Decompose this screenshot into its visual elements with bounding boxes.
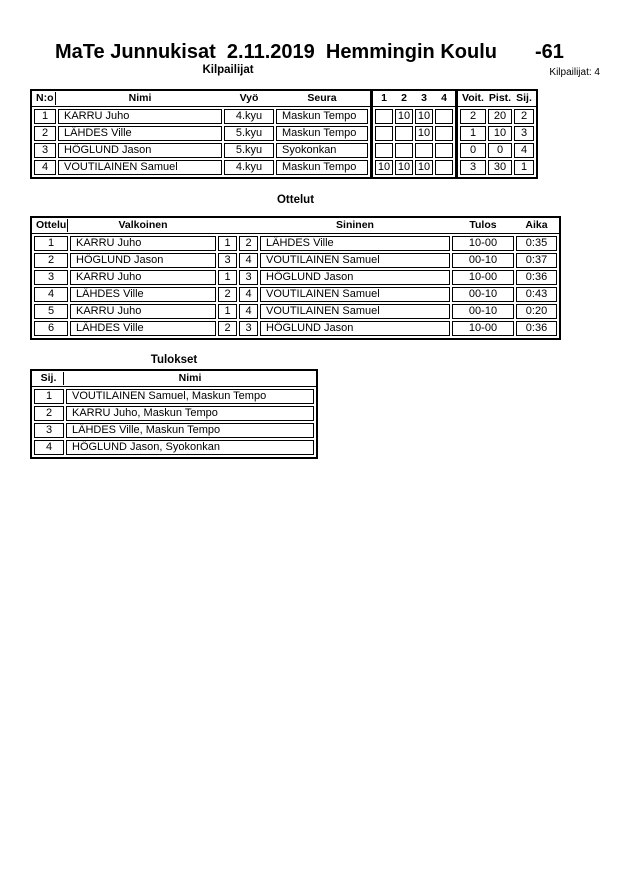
table-cell: 2 [34,253,68,268]
section-title-tulokset: Tulokset [150,354,198,366]
results-body [32,387,316,457]
table-cell: 30 [488,160,512,175]
table-cell: VOUTILAINEN Samuel, Maskun Tempo [66,389,314,404]
table-cell: 1 [218,304,237,319]
table-cell: 00-10 [452,304,514,319]
table-cell: 2 [514,109,534,124]
header-cell-nimi: Nimi [128,92,152,104]
results-header-row [32,371,316,387]
table-cell [395,143,413,158]
table-cell: 4 [239,253,258,268]
header-cell-1: 1 [381,92,387,104]
table-cell: VOUTILAINEN Samuel [58,160,222,175]
table-cell [395,126,413,141]
table-cell: 0:20 [516,304,557,319]
table-cell: 0 [488,143,512,158]
table-cell: 3 [239,321,258,336]
competitors-table [30,89,538,179]
table-cell: 0:43 [516,287,557,302]
table-cell: 10-00 [452,236,514,251]
table-cell: VOUTILAINEN Samuel [260,253,450,268]
table-cell: 10 [488,126,512,141]
tournament-title: MaTe Junnukisat 2.11.2019 Hemmingin Koulu [55,41,497,63]
table-cell: 20 [488,109,512,124]
header-cell-valkoinen: Valkoinen [118,219,168,231]
table-cell: 4 [34,440,64,455]
table-cell: 10 [415,109,433,124]
competitors-header-row [32,91,536,107]
header-cell-2: 2 [401,92,407,104]
table-cell: 5 [34,304,68,319]
header-cell-aika: Aika [525,219,548,231]
header-cell-3: 3 [421,92,427,104]
table-cell: LÄHDES Ville [70,287,216,302]
table-cell: 1 [218,236,237,251]
table-cell: 00-10 [452,253,514,268]
table-cell: 2 [34,406,64,421]
table-cell: 10-00 [452,321,514,336]
table-cell: KARRU Juho [70,270,216,285]
table-cell: 0:35 [516,236,557,251]
weight-category: -61 [534,41,564,63]
table-cell: 0:36 [516,321,557,336]
section-title-ottelut: Ottelut [276,194,315,206]
table-cell: 10 [415,160,433,175]
table-cell: Maskun Tempo [276,109,368,124]
table-cell: 5.kyu [224,126,274,141]
section-title-kilpailijat: Kilpailijat [202,64,254,76]
table-cell: 00-10 [452,287,514,302]
table-cell: 2 [218,287,237,302]
table-cell: HÖGLUND Jason [58,143,222,158]
header-cell-sij: Sij. [34,372,64,385]
matches-header-row [32,218,559,234]
table-cell: 4 [239,304,258,319]
table-cell: 6 [34,321,68,336]
table-cell: 2 [460,109,486,124]
table-cell: VOUTILAINEN Samuel [260,304,450,319]
table-cell: 2 [239,236,258,251]
table-cell: 0:37 [516,253,557,268]
table-cell [375,109,393,124]
table-cell: Maskun Tempo [276,160,368,175]
column-divider [370,91,373,106]
table-cell: LÄHDES Ville [58,126,222,141]
table-cell: 0:36 [516,270,557,285]
table-cell: KARRU Juho, Maskun Tempo [66,406,314,421]
table-cell: LÄHDES Ville, Maskun Tempo [66,423,314,438]
table-cell: KARRU Juho [70,236,216,251]
table-cell: HÖGLUND Jason [260,321,450,336]
header-cell-sij: Sij. [516,92,532,104]
header-cell-pist: Pist. [488,92,512,104]
table-cell [415,143,433,158]
table-cell: HÖGLUND Jason [70,253,216,268]
matches-table [30,216,561,340]
table-cell: 4 [514,143,534,158]
table-cell: 10 [375,160,393,175]
table-cell: 4 [34,160,56,175]
table-cell: KARRU Juho [58,109,222,124]
table-cell: VOUTILAINEN Samuel [260,287,450,302]
column-divider [455,107,458,177]
competitors-body [32,107,536,177]
header-cell-sininen: Sininen [336,219,374,231]
table-cell: 1 [34,109,56,124]
table-cell: 1 [34,236,68,251]
header-cell-4: 4 [441,92,447,104]
column-divider [370,107,373,177]
header-cell-seura: Seura [307,92,337,104]
table-cell: 0 [460,143,486,158]
table-cell: 5.kyu [224,143,274,158]
table-cell: 10 [415,126,433,141]
table-cell [435,160,453,175]
matches-body [32,234,559,338]
table-cell: Syokonkan [276,143,368,158]
table-cell: Maskun Tempo [276,126,368,141]
table-cell: 4 [34,287,68,302]
header-cell-ottelu: Ottelu [36,219,67,231]
table-cell: 1 [34,389,64,404]
table-cell [375,143,393,158]
table-cell: 10 [395,160,413,175]
header-cell-voit: Voit. [462,92,484,104]
table-cell [435,143,453,158]
table-cell [375,126,393,141]
table-cell: 1 [218,270,237,285]
table-cell: HÖGLUND Jason, Syokonkan [66,440,314,455]
column-divider [455,91,458,106]
table-cell [435,109,453,124]
table-cell [435,126,453,141]
participants-count: Kilpailijat: 4 [549,67,600,78]
table-cell: 3 [34,270,68,285]
table-cell: 3 [239,270,258,285]
table-cell: HÖGLUND Jason [260,270,450,285]
table-cell: 1 [460,126,486,141]
table-cell: 10-00 [452,270,514,285]
table-cell: 4.kyu [224,109,274,124]
table-cell: 3 [514,126,534,141]
table-cell: 4 [239,287,258,302]
tournament-title-row [55,41,564,64]
table-cell: 10 [395,109,413,124]
table-cell: KARRU Juho [70,304,216,319]
header-cell-nimi: Nimi [178,372,202,384]
results-table [30,369,318,459]
table-cell: LÄHDES Ville [70,321,216,336]
header-cell-vyo: Vyö [239,92,259,104]
table-cell: 3 [34,143,56,158]
header-cell-no: N:o [34,92,56,105]
table-cell: 2 [34,126,56,141]
table-cell: 4.kyu [224,160,274,175]
table-cell: 3 [218,253,237,268]
header-cell-tulos: Tulos [469,219,497,231]
table-cell: 3 [460,160,486,175]
table-cell: 2 [218,321,237,336]
table-cell: 1 [514,160,534,175]
table-cell: LÄHDES Ville [260,236,450,251]
table-cell: 3 [34,423,64,438]
